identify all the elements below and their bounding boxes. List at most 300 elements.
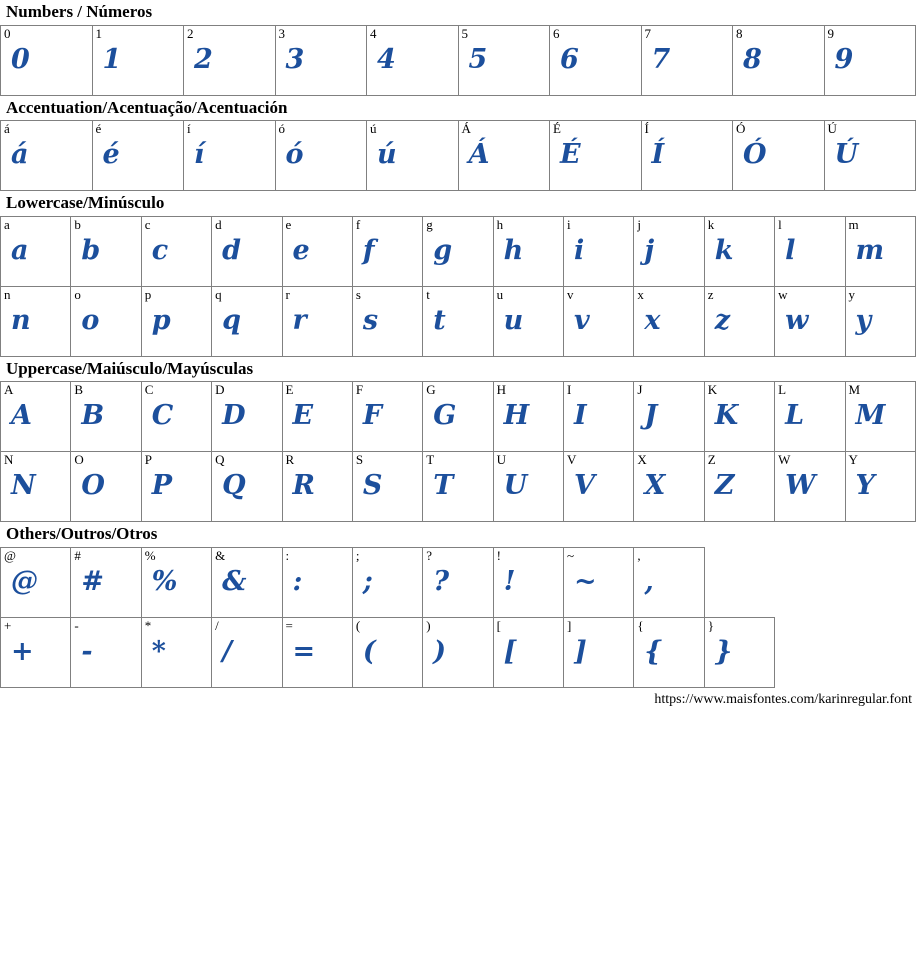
glyph-cell[interactable] bbox=[141, 547, 211, 617]
glyph-sample: w bbox=[785, 304, 809, 336]
glyph-cell[interactable] bbox=[282, 286, 352, 356]
glyph-label: 8 bbox=[736, 25, 743, 41]
glyph-sample: m bbox=[855, 234, 885, 266]
glyph-cell[interactable] bbox=[493, 382, 563, 452]
table-row bbox=[1, 547, 916, 617]
glyph-sample: c bbox=[151, 234, 169, 266]
glyph-label: o bbox=[74, 286, 81, 302]
glyph-label: P bbox=[144, 452, 152, 468]
section-title-numbers: Numbers / Números bbox=[6, 2, 153, 21]
glyph-sample: [ bbox=[503, 635, 517, 667]
glyph-cell[interactable] bbox=[824, 121, 916, 191]
glyph-sample: s bbox=[362, 304, 379, 336]
glyph-cell[interactable] bbox=[775, 382, 845, 452]
glyph-sample: X bbox=[644, 470, 666, 502]
glyph-label: / bbox=[215, 617, 219, 633]
glyph-cell[interactable] bbox=[564, 286, 634, 356]
glyph-sample: n bbox=[11, 304, 32, 336]
section-uppercase bbox=[0, 357, 916, 523]
glyph-cell[interactable] bbox=[71, 382, 141, 452]
glyph-sample: Z bbox=[714, 470, 735, 502]
glyph-cell[interactable] bbox=[71, 617, 141, 687]
glyph-label: 6 bbox=[553, 25, 560, 41]
glyph-label: ] bbox=[567, 617, 572, 633]
glyph-sample: : bbox=[292, 565, 303, 597]
glyph-cell[interactable] bbox=[212, 286, 282, 356]
glyph-label: n bbox=[4, 286, 11, 302]
glyph-label: é bbox=[95, 121, 102, 137]
glyph-cell[interactable] bbox=[564, 452, 634, 522]
glyph-sample: B bbox=[81, 400, 105, 432]
glyph-label: i bbox=[567, 216, 571, 232]
glyph-label: E bbox=[285, 382, 294, 398]
glyph-label: G bbox=[426, 382, 436, 398]
glyph-label: # bbox=[74, 547, 81, 563]
glyph-sample: h bbox=[503, 234, 524, 266]
glyph-sample: W bbox=[785, 470, 816, 502]
glyph-cell[interactable] bbox=[1, 121, 93, 191]
glyph-label: q bbox=[215, 286, 222, 302]
glyph-cell[interactable] bbox=[282, 617, 352, 687]
glyph-sample: H bbox=[503, 400, 530, 432]
glyph-sample: o bbox=[81, 304, 100, 336]
glyph-cell[interactable] bbox=[352, 617, 422, 687]
glyph-sample: g bbox=[433, 234, 453, 266]
glyph-label: N bbox=[4, 452, 14, 468]
glyph-label: { bbox=[637, 617, 644, 633]
section-numbers bbox=[0, 0, 916, 96]
glyph-sample: Ó bbox=[743, 139, 768, 171]
glyph-label: Y bbox=[848, 452, 858, 468]
glyph-cell[interactable] bbox=[212, 216, 282, 286]
glyph-cell[interactable] bbox=[275, 25, 367, 95]
glyph-table-lowercase bbox=[0, 216, 916, 357]
glyph-cell[interactable] bbox=[634, 286, 704, 356]
glyph-label: C bbox=[144, 382, 154, 398]
glyph-cell[interactable] bbox=[352, 286, 422, 356]
glyph-label: u bbox=[496, 286, 504, 302]
glyph-sample: ! bbox=[503, 565, 516, 597]
glyph-cell[interactable] bbox=[634, 547, 704, 617]
glyph-sample: * bbox=[151, 635, 167, 667]
glyph-label: ( bbox=[355, 617, 361, 633]
glyph-cell[interactable] bbox=[458, 121, 550, 191]
glyph-cell[interactable] bbox=[92, 121, 184, 191]
glyph-sample: , bbox=[644, 565, 655, 597]
glyph-sample: ú bbox=[377, 139, 398, 171]
glyph-table-numbers bbox=[0, 25, 916, 96]
glyph-sample: 6 bbox=[560, 43, 580, 75]
glyph-cell[interactable] bbox=[1, 286, 71, 356]
glyph-label: x bbox=[637, 286, 644, 302]
glyph-sample: A bbox=[11, 400, 33, 432]
glyph-cell[interactable] bbox=[423, 452, 493, 522]
glyph-cell[interactable] bbox=[282, 382, 352, 452]
glyph-label: í bbox=[187, 121, 191, 137]
glyph-label: % bbox=[144, 547, 156, 563]
glyph-label: 9 bbox=[827, 25, 834, 41]
glyph-cell[interactable] bbox=[423, 286, 493, 356]
glyph-label: Í bbox=[644, 121, 649, 137]
glyph-label: f bbox=[355, 216, 361, 232]
glyph-sample: Á bbox=[468, 139, 490, 171]
glyph-sample: k bbox=[714, 234, 734, 266]
glyph-label: , bbox=[637, 547, 641, 563]
glyph-sample: U bbox=[503, 470, 528, 502]
glyph-cell[interactable] bbox=[775, 452, 845, 522]
glyph-cell[interactable] bbox=[275, 121, 367, 191]
glyph-label: ? bbox=[426, 547, 433, 563]
glyph-cell[interactable] bbox=[564, 617, 634, 687]
table-row bbox=[1, 452, 916, 522]
glyph-cell[interactable] bbox=[141, 452, 211, 522]
glyph-cell[interactable] bbox=[92, 25, 184, 95]
glyph-sample: L bbox=[785, 400, 805, 432]
glyph-sample: ó bbox=[285, 139, 305, 171]
glyph-cell[interactable] bbox=[212, 382, 282, 452]
glyph-cell[interactable] bbox=[367, 121, 459, 191]
glyph-cell[interactable] bbox=[641, 25, 733, 95]
glyph-label: V bbox=[567, 452, 577, 468]
glyph-cell[interactable] bbox=[423, 617, 493, 687]
glyph-cell[interactable] bbox=[352, 382, 422, 452]
glyph-cell[interactable] bbox=[423, 547, 493, 617]
glyph-cell[interactable] bbox=[493, 216, 563, 286]
glyph-cell[interactable] bbox=[733, 25, 825, 95]
glyph-sample: D bbox=[222, 400, 247, 432]
glyph-label: s bbox=[355, 286, 361, 302]
glyph-cell[interactable] bbox=[824, 25, 916, 95]
glyph-sample: O bbox=[81, 470, 106, 502]
glyph-sample: j bbox=[644, 234, 655, 266]
glyph-cell[interactable] bbox=[184, 121, 276, 191]
glyph-sample: 8 bbox=[743, 43, 763, 75]
table-row bbox=[1, 25, 916, 95]
glyph-label: 4 bbox=[370, 25, 377, 41]
glyph-label: H bbox=[496, 382, 507, 398]
glyph-label: ó bbox=[278, 121, 285, 137]
glyph-sample: q bbox=[222, 304, 242, 336]
glyph-label: S bbox=[355, 452, 364, 468]
glyph-label: á bbox=[4, 121, 10, 137]
glyph-sample: = bbox=[292, 635, 316, 667]
glyph-sample: / bbox=[222, 635, 233, 667]
glyph-label: y bbox=[848, 286, 855, 302]
section-title-others: Others/Outros/Otros bbox=[6, 524, 158, 544]
glyph-cell[interactable] bbox=[733, 121, 825, 191]
glyph-cell[interactable] bbox=[634, 452, 704, 522]
table-row bbox=[1, 617, 916, 687]
glyph-cell[interactable] bbox=[641, 121, 733, 191]
glyph-cell[interactable] bbox=[634, 382, 704, 452]
glyph-sample: z bbox=[714, 304, 731, 336]
glyph-cell[interactable] bbox=[704, 617, 774, 687]
glyph-label: = bbox=[285, 617, 293, 633]
glyph-sample: ? bbox=[433, 565, 450, 597]
glyph-cell[interactable] bbox=[550, 121, 642, 191]
glyph-label: U bbox=[496, 452, 507, 468]
glyph-label: v bbox=[567, 286, 574, 302]
glyph-label: + bbox=[4, 617, 12, 633]
glyph-cell[interactable] bbox=[212, 617, 282, 687]
glyph-label: Q bbox=[215, 452, 225, 468]
glyph-cell[interactable] bbox=[1, 25, 93, 95]
glyph-table-accentuation bbox=[0, 120, 916, 191]
glyph-label: X bbox=[637, 452, 647, 468]
section-accentuation bbox=[0, 96, 916, 192]
glyph-sample: F bbox=[362, 400, 383, 432]
glyph-label: w bbox=[778, 286, 788, 302]
glyph-sample: í bbox=[194, 139, 205, 171]
glyph-cell[interactable] bbox=[775, 286, 845, 356]
glyph-label: * bbox=[144, 617, 152, 633]
glyph-sample: l bbox=[785, 234, 796, 266]
glyph-cell[interactable] bbox=[141, 286, 211, 356]
glyph-cell[interactable] bbox=[352, 452, 422, 522]
glyph-cell[interactable] bbox=[71, 452, 141, 522]
glyph-label: a bbox=[4, 216, 10, 232]
glyph-cell[interactable] bbox=[704, 286, 774, 356]
glyph-cell[interactable] bbox=[1, 452, 71, 522]
glyph-cell[interactable] bbox=[493, 617, 563, 687]
glyph-label: p bbox=[144, 286, 152, 302]
glyph-label: 5 bbox=[461, 25, 468, 41]
glyph-label: ! bbox=[496, 547, 501, 563]
glyph-cell[interactable] bbox=[564, 382, 634, 452]
table-row bbox=[1, 121, 916, 191]
glyph-label: B bbox=[74, 382, 84, 398]
glyph-sample: ] bbox=[574, 635, 588, 667]
glyph-sample: Y bbox=[855, 470, 876, 502]
glyph-cell[interactable] bbox=[423, 216, 493, 286]
glyph-cell[interactable] bbox=[564, 216, 634, 286]
glyph-sample: ~ bbox=[574, 565, 598, 597]
glyph-label: F bbox=[355, 382, 364, 398]
glyph-label: r bbox=[285, 286, 290, 302]
glyph-label: O bbox=[74, 452, 84, 468]
glyph-cell[interactable] bbox=[423, 382, 493, 452]
glyph-cell[interactable] bbox=[458, 25, 550, 95]
glyph-sample: d bbox=[222, 234, 242, 266]
glyph-sample: u bbox=[503, 304, 524, 336]
glyph-cell[interactable] bbox=[141, 216, 211, 286]
glyph-label: d bbox=[215, 216, 222, 232]
glyph-sample: % bbox=[151, 565, 178, 597]
section-others bbox=[0, 522, 916, 688]
glyph-sample: I bbox=[574, 400, 588, 432]
glyph-cell[interactable] bbox=[212, 547, 282, 617]
glyph-sample: x bbox=[644, 304, 661, 336]
glyph-sample: R bbox=[292, 470, 316, 502]
glyph-sample: ; bbox=[362, 565, 374, 597]
glyph-label: e bbox=[285, 216, 292, 232]
section-lowercase bbox=[0, 191, 916, 357]
glyph-cell[interactable] bbox=[282, 216, 352, 286]
glyph-sample: ( bbox=[362, 635, 377, 667]
glyph-sample: @ bbox=[11, 565, 39, 597]
glyph-sample: V bbox=[574, 470, 596, 502]
source-url[interactable]: https://www.maisfontes.com/karinregular.font bbox=[654, 691, 912, 707]
glyph-sample: P bbox=[151, 470, 173, 502]
glyph-sample: 5 bbox=[468, 43, 488, 75]
glyph-cell[interactable] bbox=[1, 382, 71, 452]
glyph-cell[interactable] bbox=[634, 216, 704, 286]
glyph-label: b bbox=[74, 216, 81, 232]
glyph-sample: á bbox=[11, 139, 29, 171]
glyph-cell[interactable] bbox=[845, 382, 916, 452]
glyph-label: [ bbox=[496, 617, 501, 633]
glyph-cell[interactable] bbox=[493, 286, 563, 356]
glyph-cell[interactable] bbox=[367, 25, 459, 95]
glyph-cell[interactable] bbox=[845, 452, 916, 522]
glyph-sample: + bbox=[11, 635, 35, 667]
glyph-sample: y bbox=[855, 304, 872, 336]
glyph-sample: p bbox=[151, 304, 172, 336]
glyph-cell[interactable] bbox=[282, 452, 352, 522]
glyph-label: ; bbox=[355, 547, 360, 563]
glyph-sample: v bbox=[574, 304, 591, 336]
glyph-sample: a bbox=[11, 234, 29, 266]
glyph-label: K bbox=[707, 382, 718, 398]
glyph-sample: t bbox=[433, 304, 447, 336]
glyph-cell[interactable] bbox=[184, 25, 276, 95]
glyph-cell-empty bbox=[845, 617, 916, 687]
glyph-label: 3 bbox=[278, 25, 285, 41]
glyph-label: & bbox=[215, 547, 226, 563]
glyph-sample: É bbox=[560, 139, 582, 171]
glyph-cell[interactable] bbox=[1, 547, 71, 617]
glyph-label: É bbox=[553, 121, 561, 137]
glyph-cell[interactable] bbox=[704, 216, 774, 286]
glyph-label: Á bbox=[461, 121, 471, 137]
glyph-label: } bbox=[707, 617, 714, 633]
table-row bbox=[1, 216, 916, 286]
glyph-cell[interactable] bbox=[704, 382, 774, 452]
glyph-sample: 0 bbox=[11, 43, 31, 75]
glyph-sample: 2 bbox=[194, 43, 214, 75]
glyph-sample: S bbox=[362, 470, 383, 502]
glyph-cell[interactable] bbox=[141, 617, 211, 687]
glyph-cell[interactable] bbox=[352, 547, 422, 617]
glyph-label: I bbox=[567, 382, 572, 398]
glyph-label: t bbox=[426, 286, 430, 302]
glyph-label: T bbox=[426, 452, 435, 468]
glyph-sample: ) bbox=[433, 635, 447, 667]
glyph-cell[interactable] bbox=[493, 547, 563, 617]
glyph-cell[interactable] bbox=[493, 452, 563, 522]
glyph-sample: 1 bbox=[102, 43, 122, 75]
glyph-cell[interactable] bbox=[845, 286, 916, 356]
glyph-cell[interactable] bbox=[71, 286, 141, 356]
glyph-sample: J bbox=[644, 400, 658, 432]
glyph-sample: T bbox=[433, 470, 454, 502]
glyph-label: Z bbox=[707, 452, 716, 468]
glyph-cell[interactable] bbox=[71, 216, 141, 286]
glyph-cell[interactable] bbox=[71, 547, 141, 617]
glyph-sample: N bbox=[11, 470, 37, 502]
glyph-cell[interactable] bbox=[1, 216, 71, 286]
glyph-cell[interactable] bbox=[212, 452, 282, 522]
glyph-cell-empty bbox=[775, 617, 845, 687]
glyph-label: M bbox=[848, 382, 861, 398]
glyph-label: k bbox=[707, 216, 715, 232]
glyph-cell[interactable] bbox=[352, 216, 422, 286]
section-title-lowercase: Lowercase/Minúsculo bbox=[6, 193, 165, 213]
glyph-cell[interactable] bbox=[550, 25, 642, 95]
glyph-label: J bbox=[637, 382, 643, 398]
glyph-sample: 4 bbox=[377, 43, 397, 75]
glyph-cell[interactable] bbox=[564, 547, 634, 617]
glyph-label: 1 bbox=[95, 25, 102, 41]
glyph-label: @ bbox=[4, 547, 16, 563]
glyph-cell[interactable] bbox=[775, 216, 845, 286]
glyph-sample: # bbox=[81, 565, 105, 597]
glyph-label: ~ bbox=[567, 547, 575, 563]
glyph-label: W bbox=[778, 452, 791, 468]
glyph-cell[interactable] bbox=[634, 617, 704, 687]
glyph-label: ú bbox=[370, 121, 377, 137]
glyph-sample: } bbox=[714, 635, 733, 667]
glyph-cell[interactable] bbox=[141, 382, 211, 452]
glyph-cell[interactable] bbox=[282, 547, 352, 617]
glyph-label: g bbox=[426, 216, 433, 232]
glyph-sample: e bbox=[292, 234, 311, 266]
glyph-sample: Ú bbox=[834, 139, 859, 171]
glyph-label: Ú bbox=[827, 121, 837, 137]
glyph-label: 0 bbox=[4, 25, 11, 41]
section-title-uppercase: Uppercase/Maiúsculo/Mayúsculas bbox=[6, 358, 254, 378]
glyph-label: 7 bbox=[644, 25, 651, 41]
glyph-label: h bbox=[496, 216, 504, 232]
glyph-table-uppercase bbox=[0, 381, 916, 522]
table-row bbox=[1, 286, 916, 356]
glyph-label: R bbox=[285, 452, 295, 468]
glyph-sample: b bbox=[81, 234, 101, 266]
glyph-sample: M bbox=[855, 400, 886, 432]
glyph-sample: - bbox=[81, 635, 94, 667]
glyph-sample: f bbox=[362, 234, 375, 266]
glyph-cell[interactable] bbox=[704, 452, 774, 522]
glyph-label: m bbox=[848, 216, 859, 232]
glyph-label: D bbox=[215, 382, 225, 398]
glyph-label: 2 bbox=[187, 25, 194, 41]
glyph-sample: 3 bbox=[285, 43, 305, 75]
glyph-label: L bbox=[778, 382, 787, 398]
glyph-label: c bbox=[144, 216, 151, 232]
glyph-sample: & bbox=[222, 565, 248, 597]
glyph-sample: { bbox=[644, 635, 663, 667]
glyph-cell[interactable] bbox=[1, 617, 71, 687]
glyph-label: l bbox=[778, 216, 782, 232]
glyph-label: : bbox=[285, 547, 290, 563]
glyph-sample: G bbox=[433, 400, 457, 432]
glyph-sample: Q bbox=[222, 470, 247, 502]
glyph-label: Ó bbox=[736, 121, 746, 137]
glyph-table-others bbox=[0, 547, 916, 688]
glyph-sample: r bbox=[292, 304, 308, 336]
glyph-sample: 7 bbox=[651, 43, 671, 75]
glyph-sample: é bbox=[102, 139, 121, 171]
section-title-accentuation: Accentuation/Acentuação/Acentuación bbox=[6, 97, 288, 117]
glyph-sample: E bbox=[292, 400, 314, 432]
glyph-cell[interactable] bbox=[845, 216, 916, 286]
glyph-sample: i bbox=[574, 234, 585, 266]
glyph-label: A bbox=[4, 382, 14, 398]
glyph-sample: Í bbox=[651, 139, 665, 171]
glyph-label: j bbox=[637, 216, 641, 232]
table-row bbox=[1, 382, 916, 452]
glyph-label: z bbox=[707, 286, 714, 302]
